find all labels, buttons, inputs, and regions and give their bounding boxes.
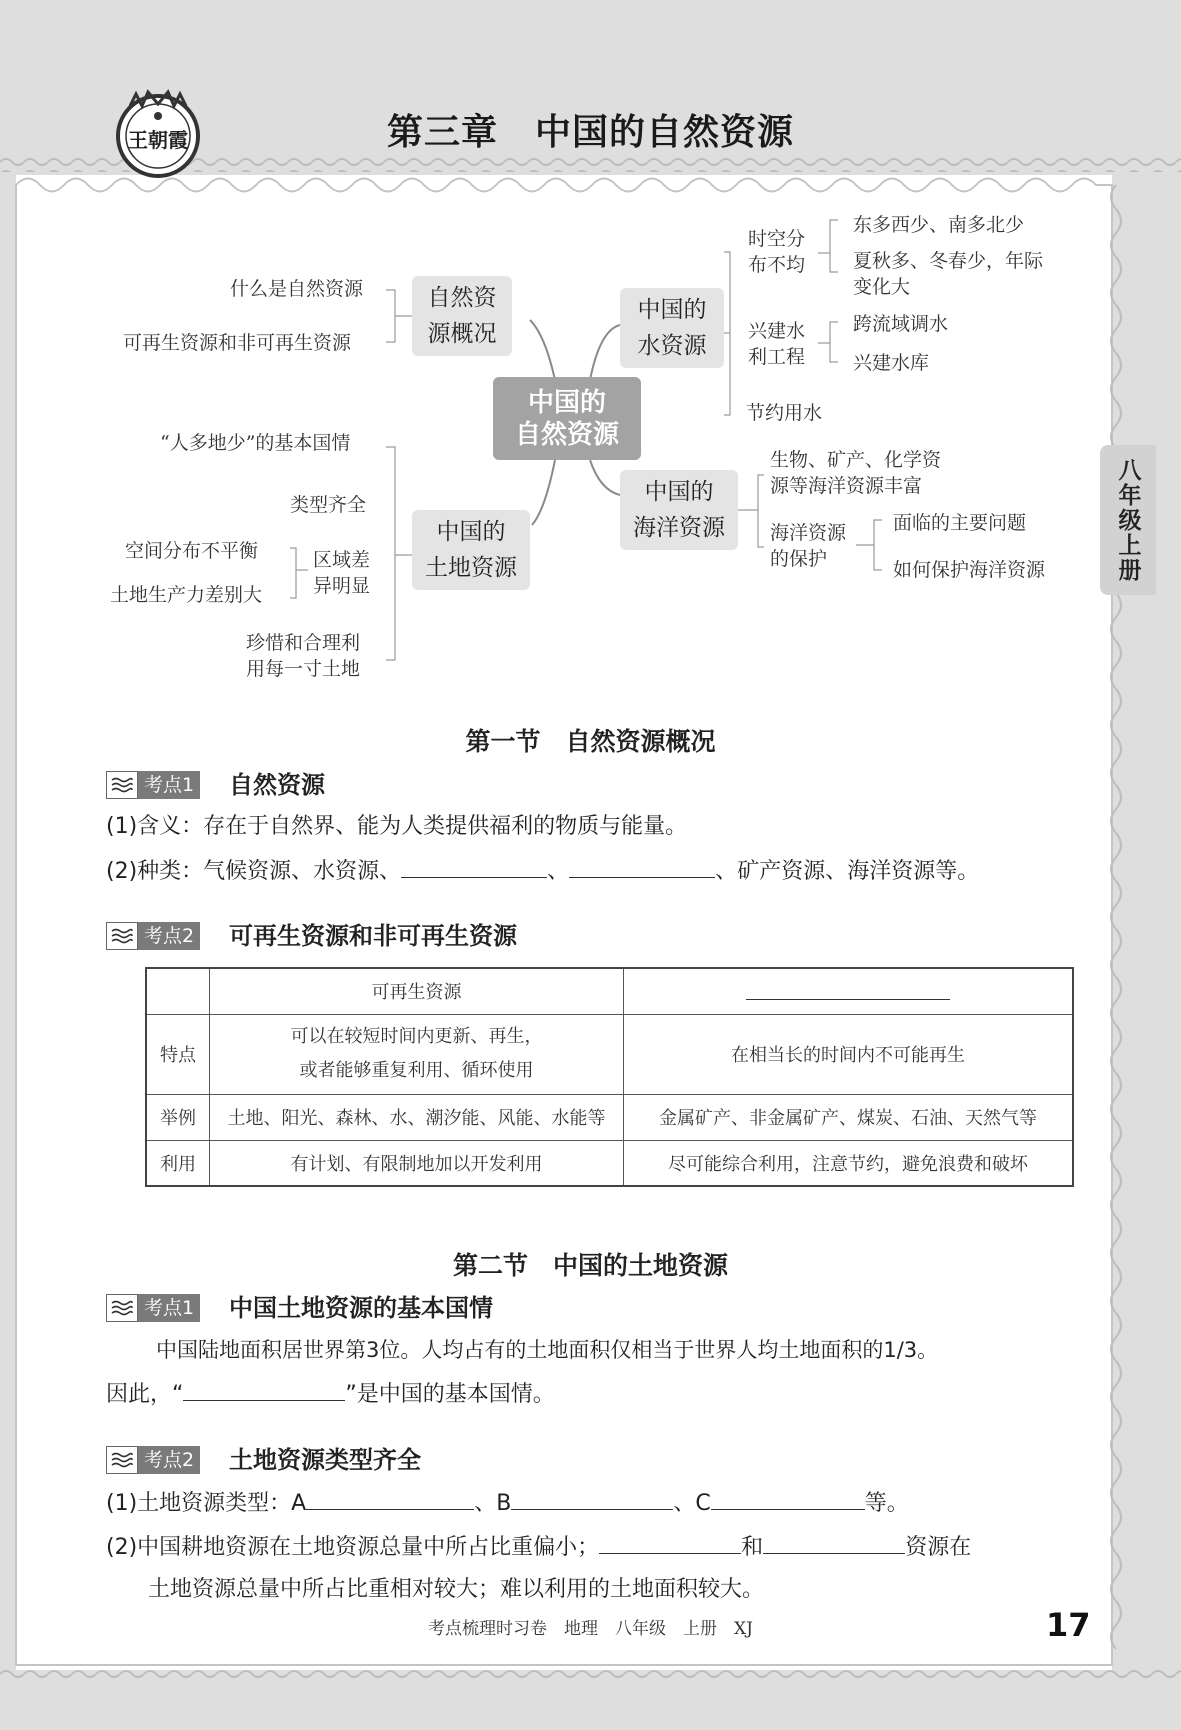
section1-k1-badge <box>106 771 200 799</box>
water-project-sub-2: 兴建水库 <box>853 352 930 374</box>
table-cell: 在相当长的时间内不可能再生 <box>624 1014 1074 1094</box>
mindmap-node-land: 中国的 土地资源 <box>412 510 530 590</box>
ocean-rich: 生物、矿产、化学资 源等海洋资源丰富 <box>770 449 942 497</box>
wave-icon <box>106 1446 138 1474</box>
line1-part-a: (1)土地资源类型：A <box>106 1491 307 1516</box>
section2-k2-line1 <box>106 1487 909 1520</box>
land-regional-sub-1: 空间分布不平衡 <box>125 540 259 562</box>
answer-blank[interactable] <box>306 1487 474 1510</box>
chapter-title: 第三章 中国的自然资源 <box>386 112 794 153</box>
section1-k2-title: 可再生资源和非可再生资源 <box>229 922 517 950</box>
answer-blank[interactable] <box>711 1487 865 1510</box>
table-row <box>146 1140 1073 1186</box>
table-row <box>146 1014 1073 1094</box>
section1-k2-badge <box>106 922 200 950</box>
table-cell: 可以在较短时间内更新、再生， 或者能够重复利用、循环使用 <box>210 1014 624 1094</box>
answer-blank[interactable] <box>183 1378 345 1401</box>
section2-k2-badge <box>106 1446 200 1474</box>
table-row <box>146 1094 1073 1140</box>
footer-text: 考点梳理时习卷 地理 八年级 上册 XJ <box>428 1619 753 1639</box>
answer-blank[interactable] <box>569 855 715 878</box>
section2-k1-title: 中国土地资源的基本国情 <box>229 1294 493 1322</box>
line2-part-a: (2)中国耕地资源在土地资源总量中所占比重偏小； <box>106 1535 600 1560</box>
section1-k1-line1: (1)含义：存在于自然界、能为人类提供福利的物质与能量。 <box>106 814 688 839</box>
section1-k1-title: 自然资源 <box>229 771 325 799</box>
mindmap-node-overview: 自然资 源概况 <box>412 276 512 356</box>
logo-text: 王朝霞 <box>128 128 188 152</box>
ocean-protect: 海洋资源 的保护 <box>770 522 847 570</box>
wave-icon <box>106 1294 138 1322</box>
section2-k1-line2 <box>106 1378 555 1411</box>
line1-part-d: 等。 <box>864 1491 909 1516</box>
overview-item-2: 可再生资源和非可再生资源 <box>123 332 352 354</box>
ocean-protect-sub-2: 如何保护海洋资源 <box>893 559 1046 581</box>
section2-k2-line2 <box>106 1531 971 1564</box>
section2-k2-title: 土地资源类型齐全 <box>229 1446 421 1474</box>
answer-blank[interactable] <box>763 1531 905 1554</box>
line1-part-b: 、B <box>474 1491 512 1516</box>
table-row-label: 特点 <box>146 1014 210 1094</box>
water-distribution-sub-1: 东多西少、南多北少 <box>853 214 1025 236</box>
section1-k1-line2 <box>106 855 979 888</box>
table-row-label: 举例 <box>146 1094 210 1140</box>
land-types: 类型齐全 <box>290 494 367 516</box>
table-header-cell: 可再生资源 <box>210 968 624 1014</box>
water-project: 兴建水 利工程 <box>748 320 806 368</box>
badge-label: 考点2 <box>138 1446 200 1474</box>
resource-comparison-table <box>145 967 1074 1187</box>
section2-k1-badge <box>106 1294 200 1322</box>
section2-title: 第二节 中国的土地资源 <box>452 1251 728 1280</box>
line2-part-c: 资源在 <box>905 1535 972 1560</box>
badge-label: 考点2 <box>138 922 200 950</box>
table-header-row <box>146 968 1073 1014</box>
wave-icon <box>106 771 138 799</box>
mindmap-node-water: 中国的 水资源 <box>620 288 724 368</box>
water-distribution-sub-2: 夏秋多、冬春少，年际 变化大 <box>853 250 1044 298</box>
table-header-cell <box>146 968 210 1014</box>
table-cell: 金属矿产、非金属矿产、煤炭、石油、天然气等 <box>624 1094 1074 1140</box>
land-basic: “人多地少”的基本国情 <box>160 432 351 454</box>
line2-part-b: ”是中国的基本国情。 <box>345 1382 555 1407</box>
wave-icon <box>106 922 138 950</box>
side-tab-label: 八年级上册 <box>1114 457 1141 583</box>
line2-part-a: 因此，“ <box>106 1382 184 1407</box>
land-cherish: 珍惜和合理利 用每一寸土地 <box>246 632 361 680</box>
line2-part-c: 、矿产资源、海洋资源等。 <box>715 859 980 884</box>
water-project-sub-1: 跨流域调水 <box>853 313 949 335</box>
badge-label: 考点1 <box>138 771 200 799</box>
answer-blank[interactable] <box>511 1487 673 1510</box>
water-save: 节约用水 <box>746 402 823 424</box>
table-row-label: 利用 <box>146 1140 210 1186</box>
table-cell: 土地、阳光、森林、水、潮汐能、风能、水能等 <box>210 1094 624 1140</box>
mindmap-node-ocean: 中国的 海洋资源 <box>620 470 738 550</box>
land-regional: 区域差 异明显 <box>313 549 371 597</box>
table-header-blank-cell <box>624 968 1074 1014</box>
line1-part-c: 、C <box>673 1491 711 1516</box>
answer-blank[interactable] <box>746 977 950 1000</box>
answer-blank[interactable] <box>599 1531 741 1554</box>
answer-blank[interactable] <box>401 855 547 878</box>
section2-k1-line1: 中国陆地面积居世界第3位。人均占有的土地面积仅相当于世界人均土地面积的1/3。 <box>156 1338 939 1362</box>
section2-k2-line3: 土地资源总量中所占比重相对较大；难以利用的土地面积较大。 <box>148 1577 765 1602</box>
line2-part-b: 、 <box>547 859 570 884</box>
overview-item-1: 什么是自然资源 <box>230 278 364 300</box>
table-cell: 有计划、有限制地加以开发利用 <box>210 1140 624 1186</box>
mindmap-center-node: 中国的 自然资源 <box>493 377 641 460</box>
water-distribution: 时空分 布不均 <box>748 228 806 276</box>
land-regional-sub-2: 土地生产力差别大 <box>110 584 263 606</box>
table-cell: 尽可能综合利用，注意节约，避免浪费和破坏 <box>624 1140 1074 1186</box>
line2-part-b: 和 <box>741 1535 764 1560</box>
line2-part-a: (2)种类：气候资源、水资源、 <box>106 859 402 884</box>
mindmap-connectors <box>0 0 1181 720</box>
badge-label: 考点1 <box>138 1294 200 1322</box>
ocean-protect-sub-1: 面临的主要问题 <box>893 512 1027 534</box>
section1-title: 第一节 自然资源概况 <box>465 727 716 756</box>
page-number: 17 <box>1046 1606 1091 1644</box>
